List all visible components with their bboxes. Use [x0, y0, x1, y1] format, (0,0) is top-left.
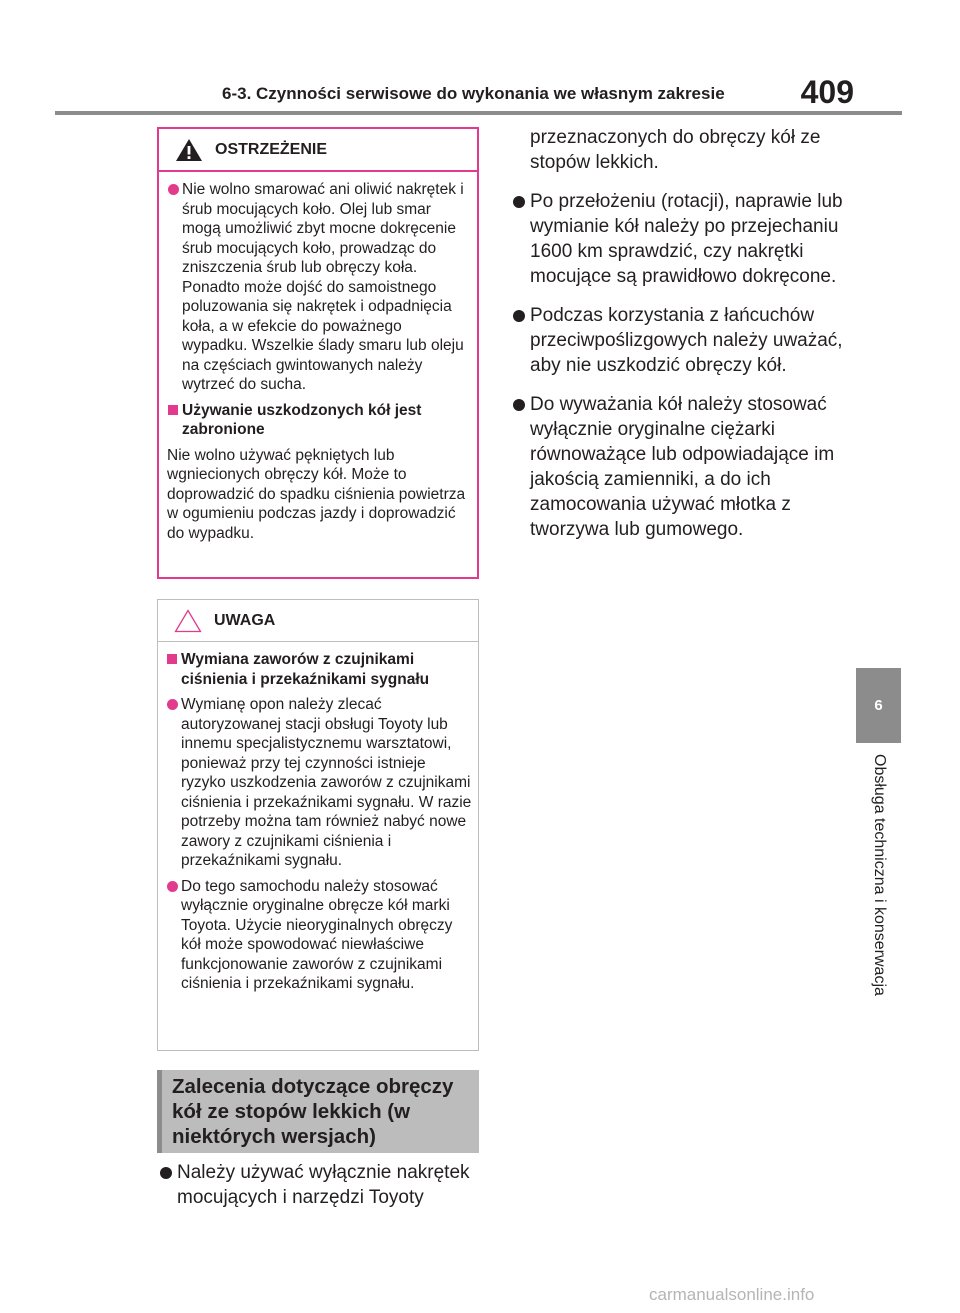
warning-bullet-text: Nie wolno smarować ani oliwić nakrętek i śrub mocujących koło. Olej lub smar mogą umożliwić zbyt mocne dokręcenie śrub mocujących koło, prowadząc do zniszczenia śrub lub obręczy koła. Ponadto może dojść do samoistnego poluzowania się nakrętek i odpadnięcia koła, a w efekcie do poważnego wypadku. Wszelkie ślady smaru lub oleju na częściach gwintowanych należy wytrzeć do sucha. [182, 181, 464, 393]
square-bullet-icon [168, 405, 178, 415]
recommendation-text: przeznaczonych do obręczy kół ze stopów lekkich. [530, 127, 821, 173]
caution-box-header [158, 600, 478, 642]
chapter-title-vertical [862, 754, 896, 1044]
recommendation-text: Należy używać wyłącznie nakrętek mocujących i narzędzi Toyoty [177, 1162, 470, 1208]
bullet-dot-icon [513, 310, 525, 322]
caution-box [157, 599, 479, 1051]
chapter-title: Obsługa techniczna i konserwacja [871, 754, 888, 996]
warning-box-body [159, 172, 477, 543]
warning-subheading: Używanie uszkodzonych kół jest zabronione [182, 401, 422, 438]
recommendation-text: Po przełożeniu (rotacji), naprawie lub wymianie kół należy po przejechaniu 1600 km sprawdzić, czy nakrętki mocujące są prawidłowo dokręcone. [530, 191, 843, 287]
list-item [167, 180, 471, 395]
bullet-dot-icon [168, 184, 179, 195]
page-number: 409 [800, 74, 854, 110]
caution-subheading: Wymiana zaworów z czujnikami ciśnienia i przekaźnikami sygnału [181, 651, 430, 688]
warning-box [157, 127, 479, 579]
list-item [513, 303, 843, 378]
recommendation-text: Podczas korzystania z łańcuchów przeciwpoślizgowych należy uważać, aby nie uszkodzić obręczy kół. [530, 305, 843, 376]
caution-box-body [158, 642, 478, 994]
caution-bullet-text: Wymianę opon należy zlecać autoryzowanej stacji obsługi Toyoty lub innemu specjalistycznemu warsztatowi, ponieważ przy tej czynności istnieje ryzyko uszkodzenia zaworów z czujnikami ciśnienia i przekaźnikami sygnału. W razie potrzeby można tam również nabyć nowe zawory z czujnikami ciśnienia i przekaźnikami sygnału. [181, 696, 472, 869]
section-title: 6-3. Czynności serwisowe do wykonania we własnym zakresie [222, 84, 725, 103]
bullet-dot-icon [167, 699, 178, 710]
caution-title: UWAGA [214, 611, 276, 629]
bullet-dot-icon [160, 1167, 172, 1179]
list-item [167, 401, 471, 440]
bullet-dot-icon [513, 399, 525, 411]
warning-paragraph: Nie wolno używać pękniętych lub wgniecionych obręczy kół. Może to doprowadzić do spadku ciśnienia powietrza w ogumieniu podczas jazdy i doprowadzić do wypadku. [167, 446, 466, 542]
list-item [166, 650, 472, 689]
header-rule [55, 111, 902, 115]
chapter-tab[interactable] [856, 668, 901, 743]
warning-title: OSTRZEŻENIE [215, 140, 328, 158]
list-item [513, 189, 843, 289]
list-item-continuation [513, 125, 843, 175]
caution-triangle-icon [174, 609, 202, 633]
caution-bullet-text: Do tego samochodu należy stosować wyłącznie oryginalne obręcze kół marki Toyota. Użycie nieoryginalnych obręczy kół może spowodować niewłaściwe funkcjonowanie zaworów z czujnikami ciśnienia i przekaźnikami sygnału. [181, 877, 453, 992]
list-item [160, 1160, 480, 1210]
bullet-dot-icon [513, 196, 525, 208]
section-heading: Zalecenia dotyczące obręczy kół ze stopów lekkich (w niektórych wersjach) [157, 1070, 479, 1153]
recommendation-text: Do wyważania kół należy stosować wyłącznie oryginalne ciężarki równoważące lub odpowiadające im jakością zamienniki, a do ich zamocowania używać młotka z tworzywa lub gumowego. [530, 394, 835, 540]
recommendations-list-right [513, 125, 843, 556]
bullet-dot-icon [167, 881, 178, 892]
list-item [513, 392, 843, 542]
warning-box-header [159, 129, 477, 172]
watermark: carmanualsonline.info [649, 1285, 815, 1304]
warning-triangle-icon [175, 138, 203, 162]
recommendations-list-left [160, 1160, 480, 1224]
list-item [166, 695, 472, 871]
square-bullet-icon [167, 654, 177, 664]
list-item [166, 877, 472, 994]
chapter-number: 6 [874, 697, 883, 714]
